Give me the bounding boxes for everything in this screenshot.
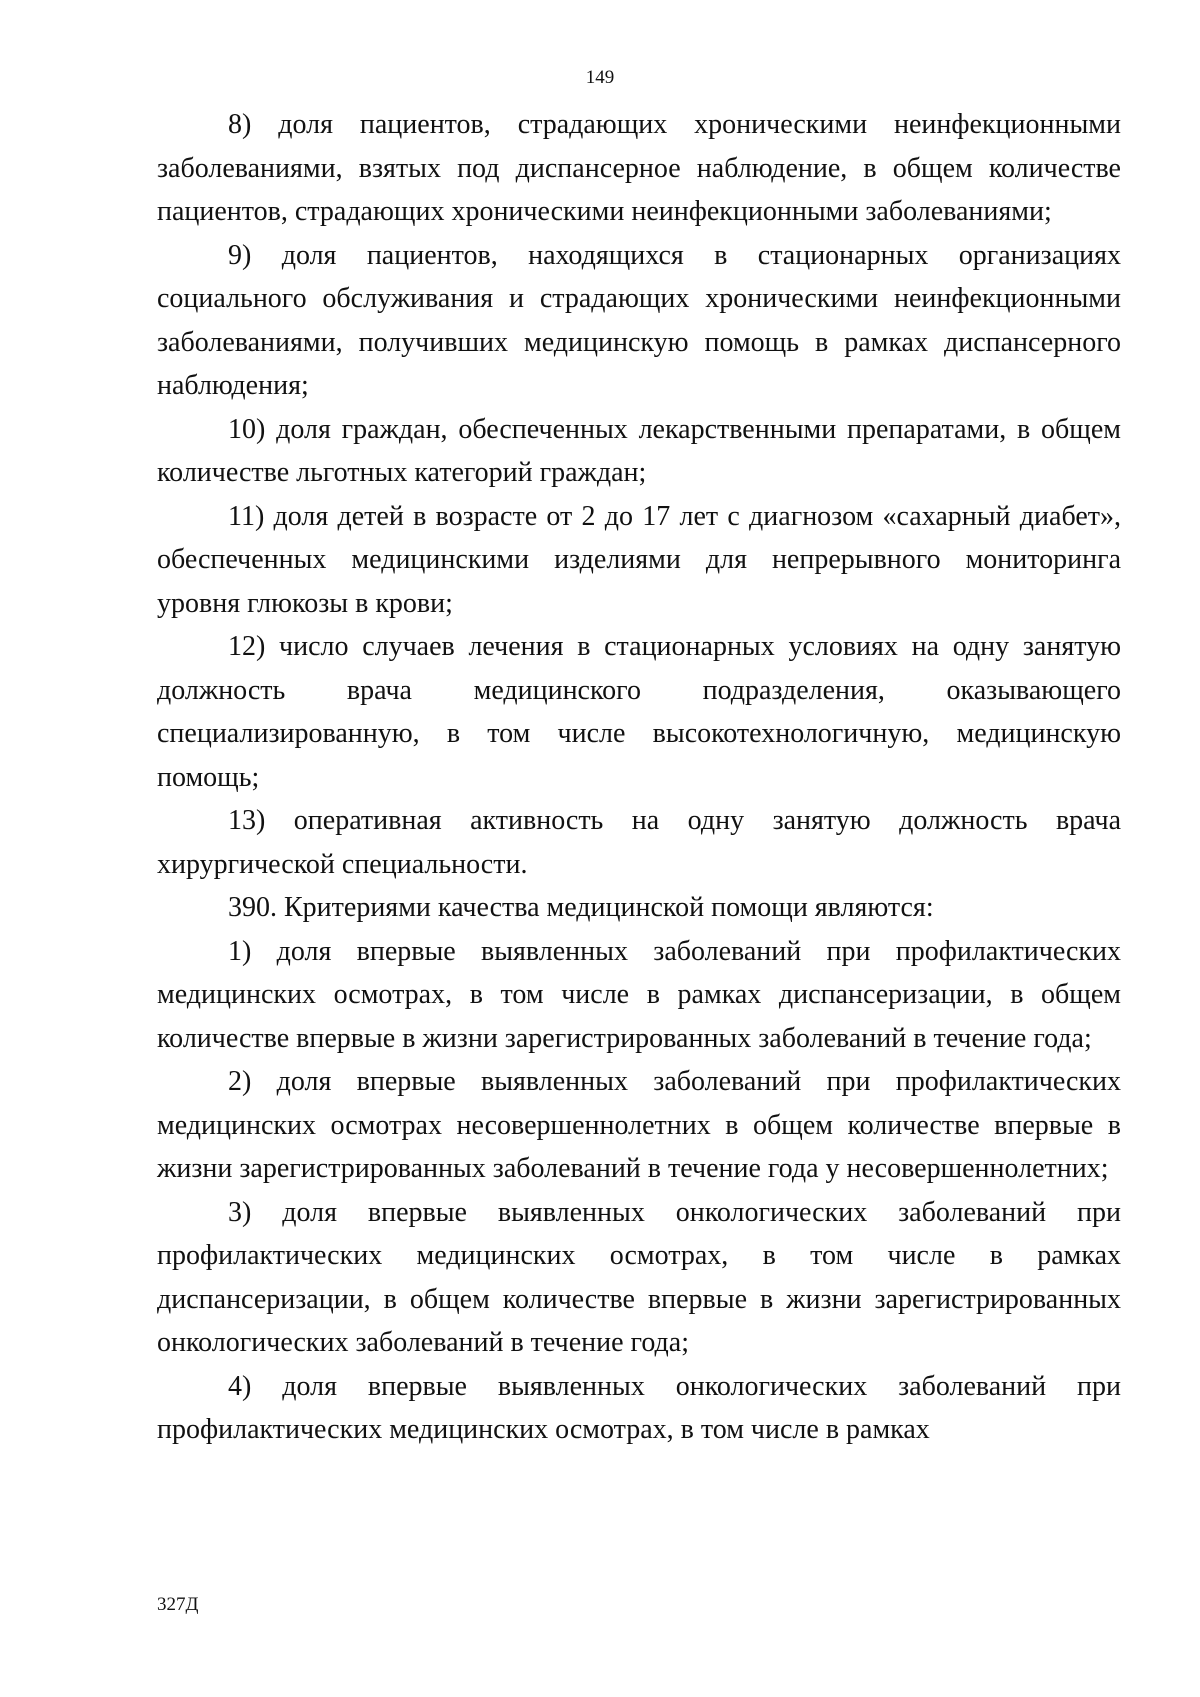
criteria-item-2: 2) доля впервые выявленных заболеваний при профилактических медицинских осмотрах несовершеннолетних в общем количестве впервые в жизни зарегистрированных заболеваний в течение года у несовершеннолетних; — [157, 1066, 1121, 1184]
section-390-heading: 390. Критериями качества медицинской помощи являются: — [228, 892, 934, 923]
document-body — [157, 103, 1121, 1452]
paragraph-item-8: 8) доля пациентов, страдающих хроническими неинфекционными заболеваниями, взятых под диспансерное наблюдение, в общем количестве пациентов, страдающих хроническими неинфекционными заболеваниями; — [157, 109, 1121, 227]
paragraph-item-11: 11) доля детей в возрасте от 2 до 17 лет с диагнозом «сахарный диабет», обеспеченных медицинскими изделиями для непрерывного мониторинга уровня глюкозы в крови; — [157, 500, 1121, 619]
criteria-item-1: 1) доля впервые выявленных заболеваний при профилактических медицинских осмотрах, в том числе в рамках диспансеризации, в общем количестве впервые в жизни зарегистрированных заболеваний в течение года; — [157, 935, 1121, 1054]
paragraph-item-12: 12) число случаев лечения в стационарных условиях на одну занятую должность врача медицинского подразделения, оказывающего специализированную, в том числе высокотехнологичную, медицинскую помощь; — [157, 631, 1121, 793]
page-number: 149 — [585, 67, 615, 88]
paragraph-item-9: 9) доля пациентов, находящихся в стационарных организациях социального обслуживания и страдающих хроническими неинфекционными заболеваниями, получивших медицинскую помощь в рамках диспансерного наблюдения; — [157, 239, 1121, 401]
paragraph-item-13: 13) оперативная активность на одну занятую должность врача хирургической специальности. — [157, 805, 1121, 880]
document-code: 327Д — [157, 1594, 199, 1615]
paragraph-item-10: 10) доля граждан, обеспеченных лекарственными препаратами, в общем количестве льготных категорий граждан; — [157, 413, 1121, 488]
criteria-item-4: 4) доля впервые выявленных онкологических заболеваний при профилактических медицинских осмотрах, в том числе в рамках — [157, 1370, 1121, 1445]
criteria-item-3: 3) доля впервые выявленных онкологических заболеваний при профилактических медицинских осмотрах, в том числе в рамках диспансеризации, в общем количестве впервые в жизни зарегистрированных онкологических заболеваний в течение года; — [157, 1196, 1121, 1358]
